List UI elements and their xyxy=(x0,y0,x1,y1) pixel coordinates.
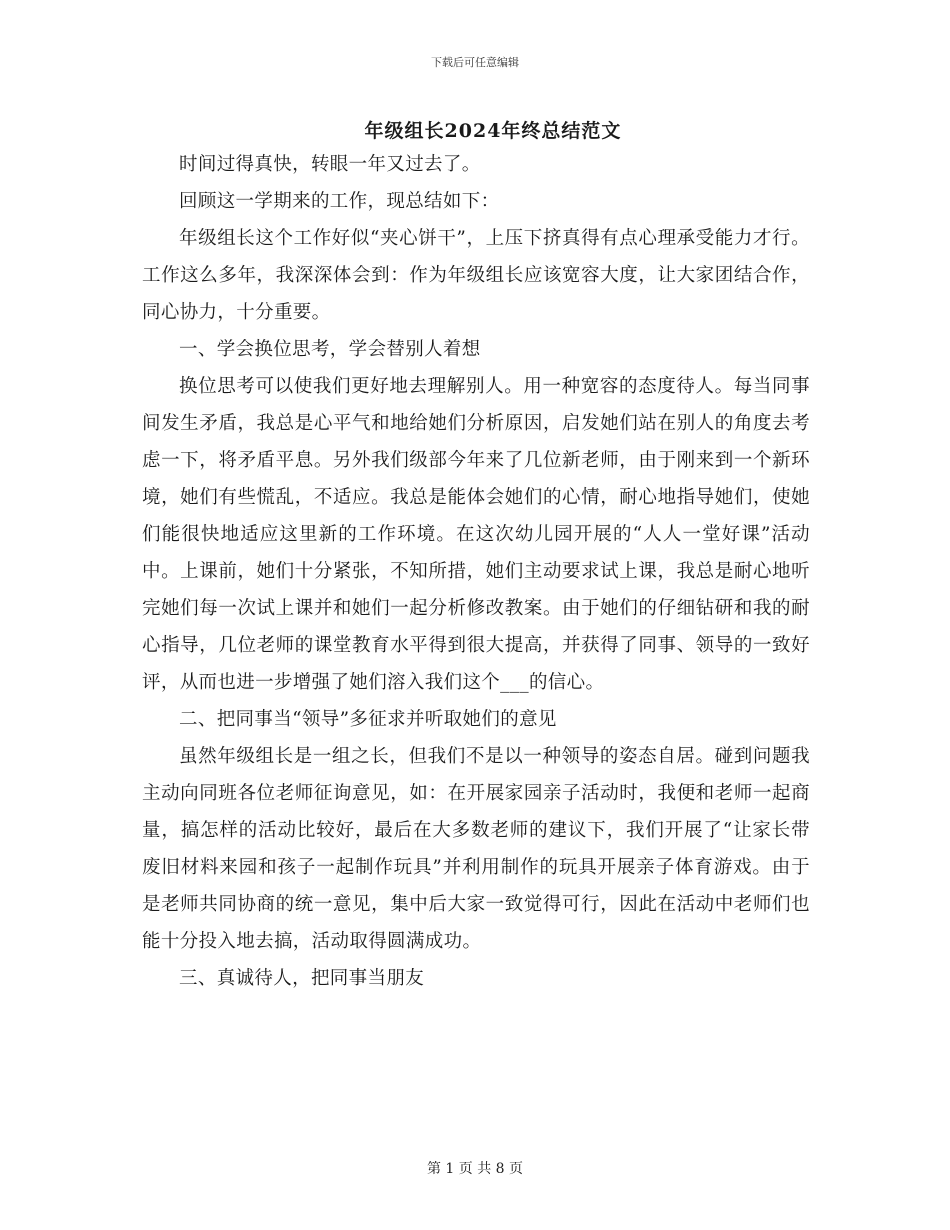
paragraph-intro: 时间过得真快，转眼一年又过去了。 xyxy=(179,154,481,175)
paragraph-role: 年级组长这个工作好似“夹心饼干”，上压下挤真得有点心理承受能力才行。工作这么多年，我深深体会到：作为年级组长应该宽容大度，让大家团结合作，同心协力，十分重要。 xyxy=(142,228,810,323)
section-heading-2: 二、把同事当“领导”多征求并听取她们的意见 xyxy=(179,709,557,730)
page-number: 第 1 页 共 8 页 xyxy=(426,1161,524,1177)
document-title: 年级组长2024年终总结范文 xyxy=(364,120,622,142)
page-header-note: 下载后可任意编辑 xyxy=(431,56,519,69)
section-heading-1: 一、学会换位思考，学会替别人着想 xyxy=(179,339,481,360)
section-heading-3: 三、真诚待人，把同事当朋友 xyxy=(179,968,425,989)
paragraph-section-2: 虽然年级组长是一组之长，但我们不是以一种领导的姿态自居。碰到问题我主动向同班各位老师征询意见，如：在开展家园亲子活动时，我便和老师一起商量，搞怎样的活动比较好，最后在大多数老师的建议下，我们开展了“让家长带废旧材料来园和孩子一起制作玩具”并利用制作的玩具开展亲子体育游戏。由于是老师共同协商的统一意见，集中后大家一致觉得可行，因此在活动中老师们也能十分投入地去搞，活动取得圆满成功。 xyxy=(142,746,810,952)
paragraph-section-1: 换位思考可以使我们更好地去理解别人。用一种宽容的态度待人。每当同事间发生矛盾，我总是心平气和地给她们分析原因，启发她们站在别人的角度去考虑一下，将矛盾平息。另外我们级部今年来了几位新老师，由于刚来到一个新环境，她们有些慌乱，不适应。我总是能体会她们的心情，耐心地指导她们，使她们能很快地适应这里新的工作环境。在这次幼儿园开展的“人人一堂好课”活动中。上课前，她们十分紧张，不知所措，她们主动要求试上课，我总是耐心地听完她们每一次试上课并和她们一起分析修改教案。由于她们的仔细钻研和我的耐心指导，几位老师的课堂教育水平得到很大提高，并获得了同事、领导的一致好评，从而也进一步增强了她们溶入我们这个___的信心。 xyxy=(142,376,810,693)
document-body xyxy=(142,146,810,997)
paragraph-review: 回顾这一学期来的工作，现总结如下： xyxy=(179,191,500,212)
